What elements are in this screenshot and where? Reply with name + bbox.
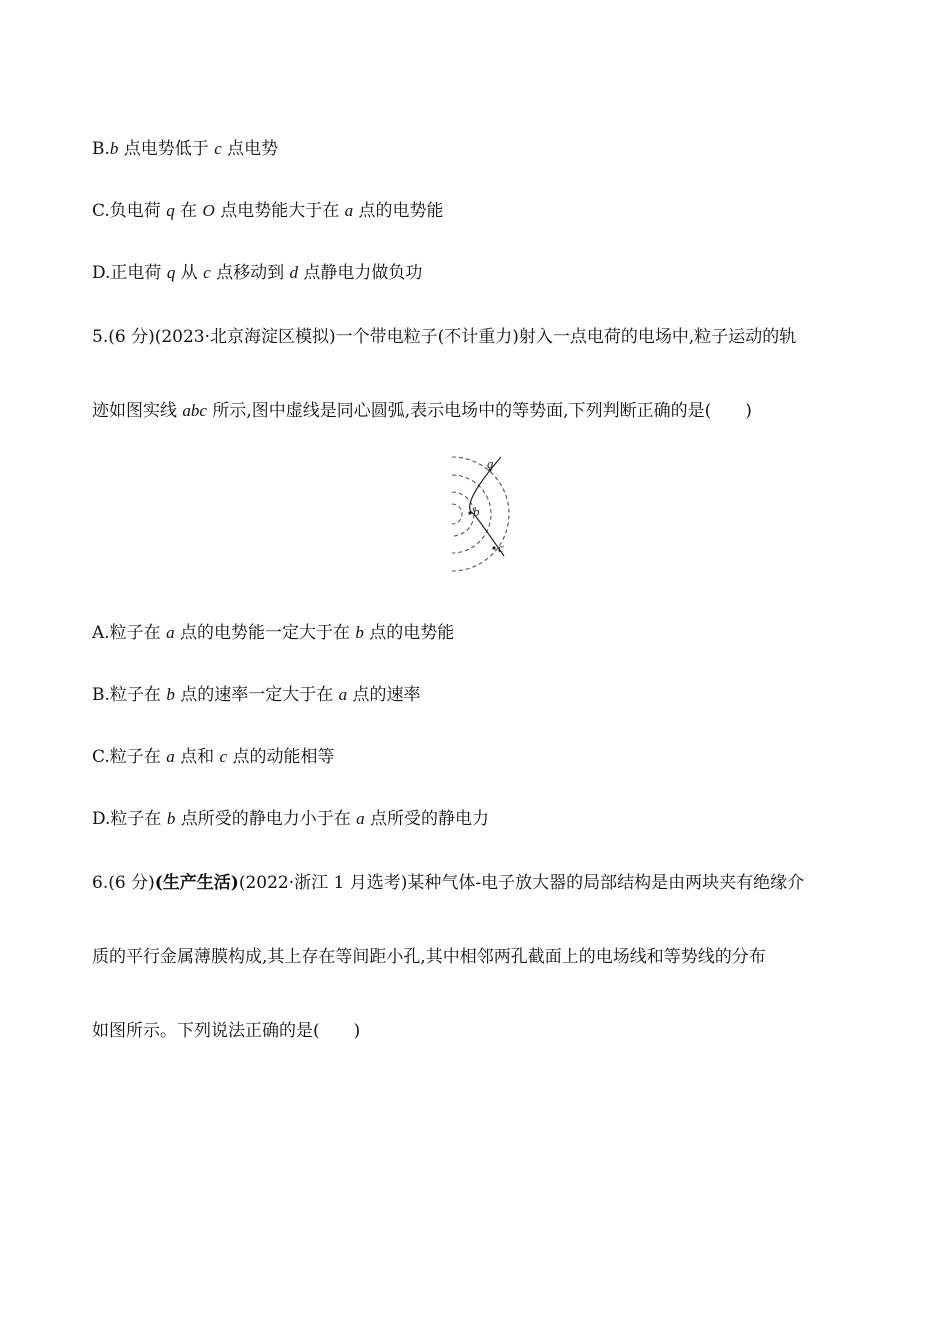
point-c-dot xyxy=(492,546,495,549)
option-text: 点和 xyxy=(174,747,220,767)
option-text: B. xyxy=(92,139,110,159)
stem-text: 所示,图中虚线是同心圆弧,表示电场中的等势面,下列判断正确的是( ) xyxy=(206,401,752,421)
label-a: a xyxy=(487,456,494,471)
option-text: 点所受的静电力小于在 xyxy=(175,809,357,829)
q5-equipotential-figure xyxy=(446,452,516,576)
variable: a xyxy=(356,809,365,828)
variable: a xyxy=(338,685,348,704)
q4-option-c xyxy=(92,200,444,222)
variable: b xyxy=(166,809,176,828)
variable: q xyxy=(166,263,176,282)
point-b-dot xyxy=(468,511,471,514)
label-c: c xyxy=(498,540,504,555)
variable: c xyxy=(203,263,211,282)
variable: c xyxy=(219,747,228,766)
q6-stem-line2: 质的平行金属薄膜构成,其上存在等间距小孔,其中相邻两孔截面上的电场线和等势线的分布 xyxy=(92,947,766,967)
q4-option-d xyxy=(92,262,422,284)
category-tag: (生产生活) xyxy=(154,873,239,893)
option-text: C.负电荷 xyxy=(92,201,167,221)
option-text: 点的电势能 xyxy=(353,201,444,221)
equipotential-arc-inner xyxy=(452,504,462,524)
option-text: 在 xyxy=(174,201,203,221)
q5-option-b xyxy=(92,684,421,706)
option-text: 从 xyxy=(175,263,204,283)
option-text: 点移动到 xyxy=(210,263,290,283)
option-text: 点的动能相等 xyxy=(227,747,335,767)
variable: c xyxy=(214,139,222,158)
variable: abc xyxy=(182,401,207,420)
q6-stem-line3: 如图所示。下列说法正确的是( ) xyxy=(92,1021,361,1041)
option-text: 点电势能大于在 xyxy=(214,201,345,221)
variable: O xyxy=(202,201,215,220)
option-text: 点静电力做负功 xyxy=(298,263,423,283)
option-text: A.粒子在 xyxy=(92,623,167,643)
option-text: 点的速率一定大于在 xyxy=(174,685,339,705)
variable: d xyxy=(289,263,299,282)
q5-stem-line2 xyxy=(92,400,752,422)
q6-stem-line1 xyxy=(92,872,804,894)
variable: a xyxy=(166,623,175,642)
option-text: D.粒子在 xyxy=(92,809,167,829)
option-text: C.粒子在 xyxy=(92,747,167,767)
variable: b xyxy=(109,139,119,158)
option-text: 点的速率 xyxy=(347,685,421,705)
option-text: 点电势低于 xyxy=(118,139,215,159)
stem-text: 迹如图实线 xyxy=(92,401,183,421)
q5-stem-line1: 5.(6 分)(2023·北京海淀区模拟)一个带电粒子(不计重力)射入一点电荷的电场中,粒子运动的轨 xyxy=(92,327,797,347)
variable: a xyxy=(166,747,175,766)
stem-text: (2022·浙江 1 月选考)某种气体-电子放大器的局部结构是由两块夹有绝缘介 xyxy=(238,873,805,893)
variable: b xyxy=(166,685,175,704)
option-text: 点的电势能一定大于在 xyxy=(174,623,356,643)
q5-option-a xyxy=(92,622,454,644)
option-text: 点电势 xyxy=(221,139,279,159)
equipotential-arc-2 xyxy=(452,475,491,553)
q4-option-b xyxy=(92,138,278,160)
option-text: D.正电荷 xyxy=(92,263,167,283)
option-text: 点的电势能 xyxy=(363,623,455,643)
variable: a xyxy=(344,201,354,220)
variable: q xyxy=(166,201,175,220)
q5-option-d xyxy=(92,808,489,830)
option-text: 点所受的静电力 xyxy=(364,809,490,829)
label-b: b xyxy=(473,504,480,519)
option-text: B.粒子在 xyxy=(92,685,167,705)
q5-option-c xyxy=(92,746,334,768)
stem-text: 6.(6 分) xyxy=(92,873,155,893)
variable: b xyxy=(355,623,364,642)
